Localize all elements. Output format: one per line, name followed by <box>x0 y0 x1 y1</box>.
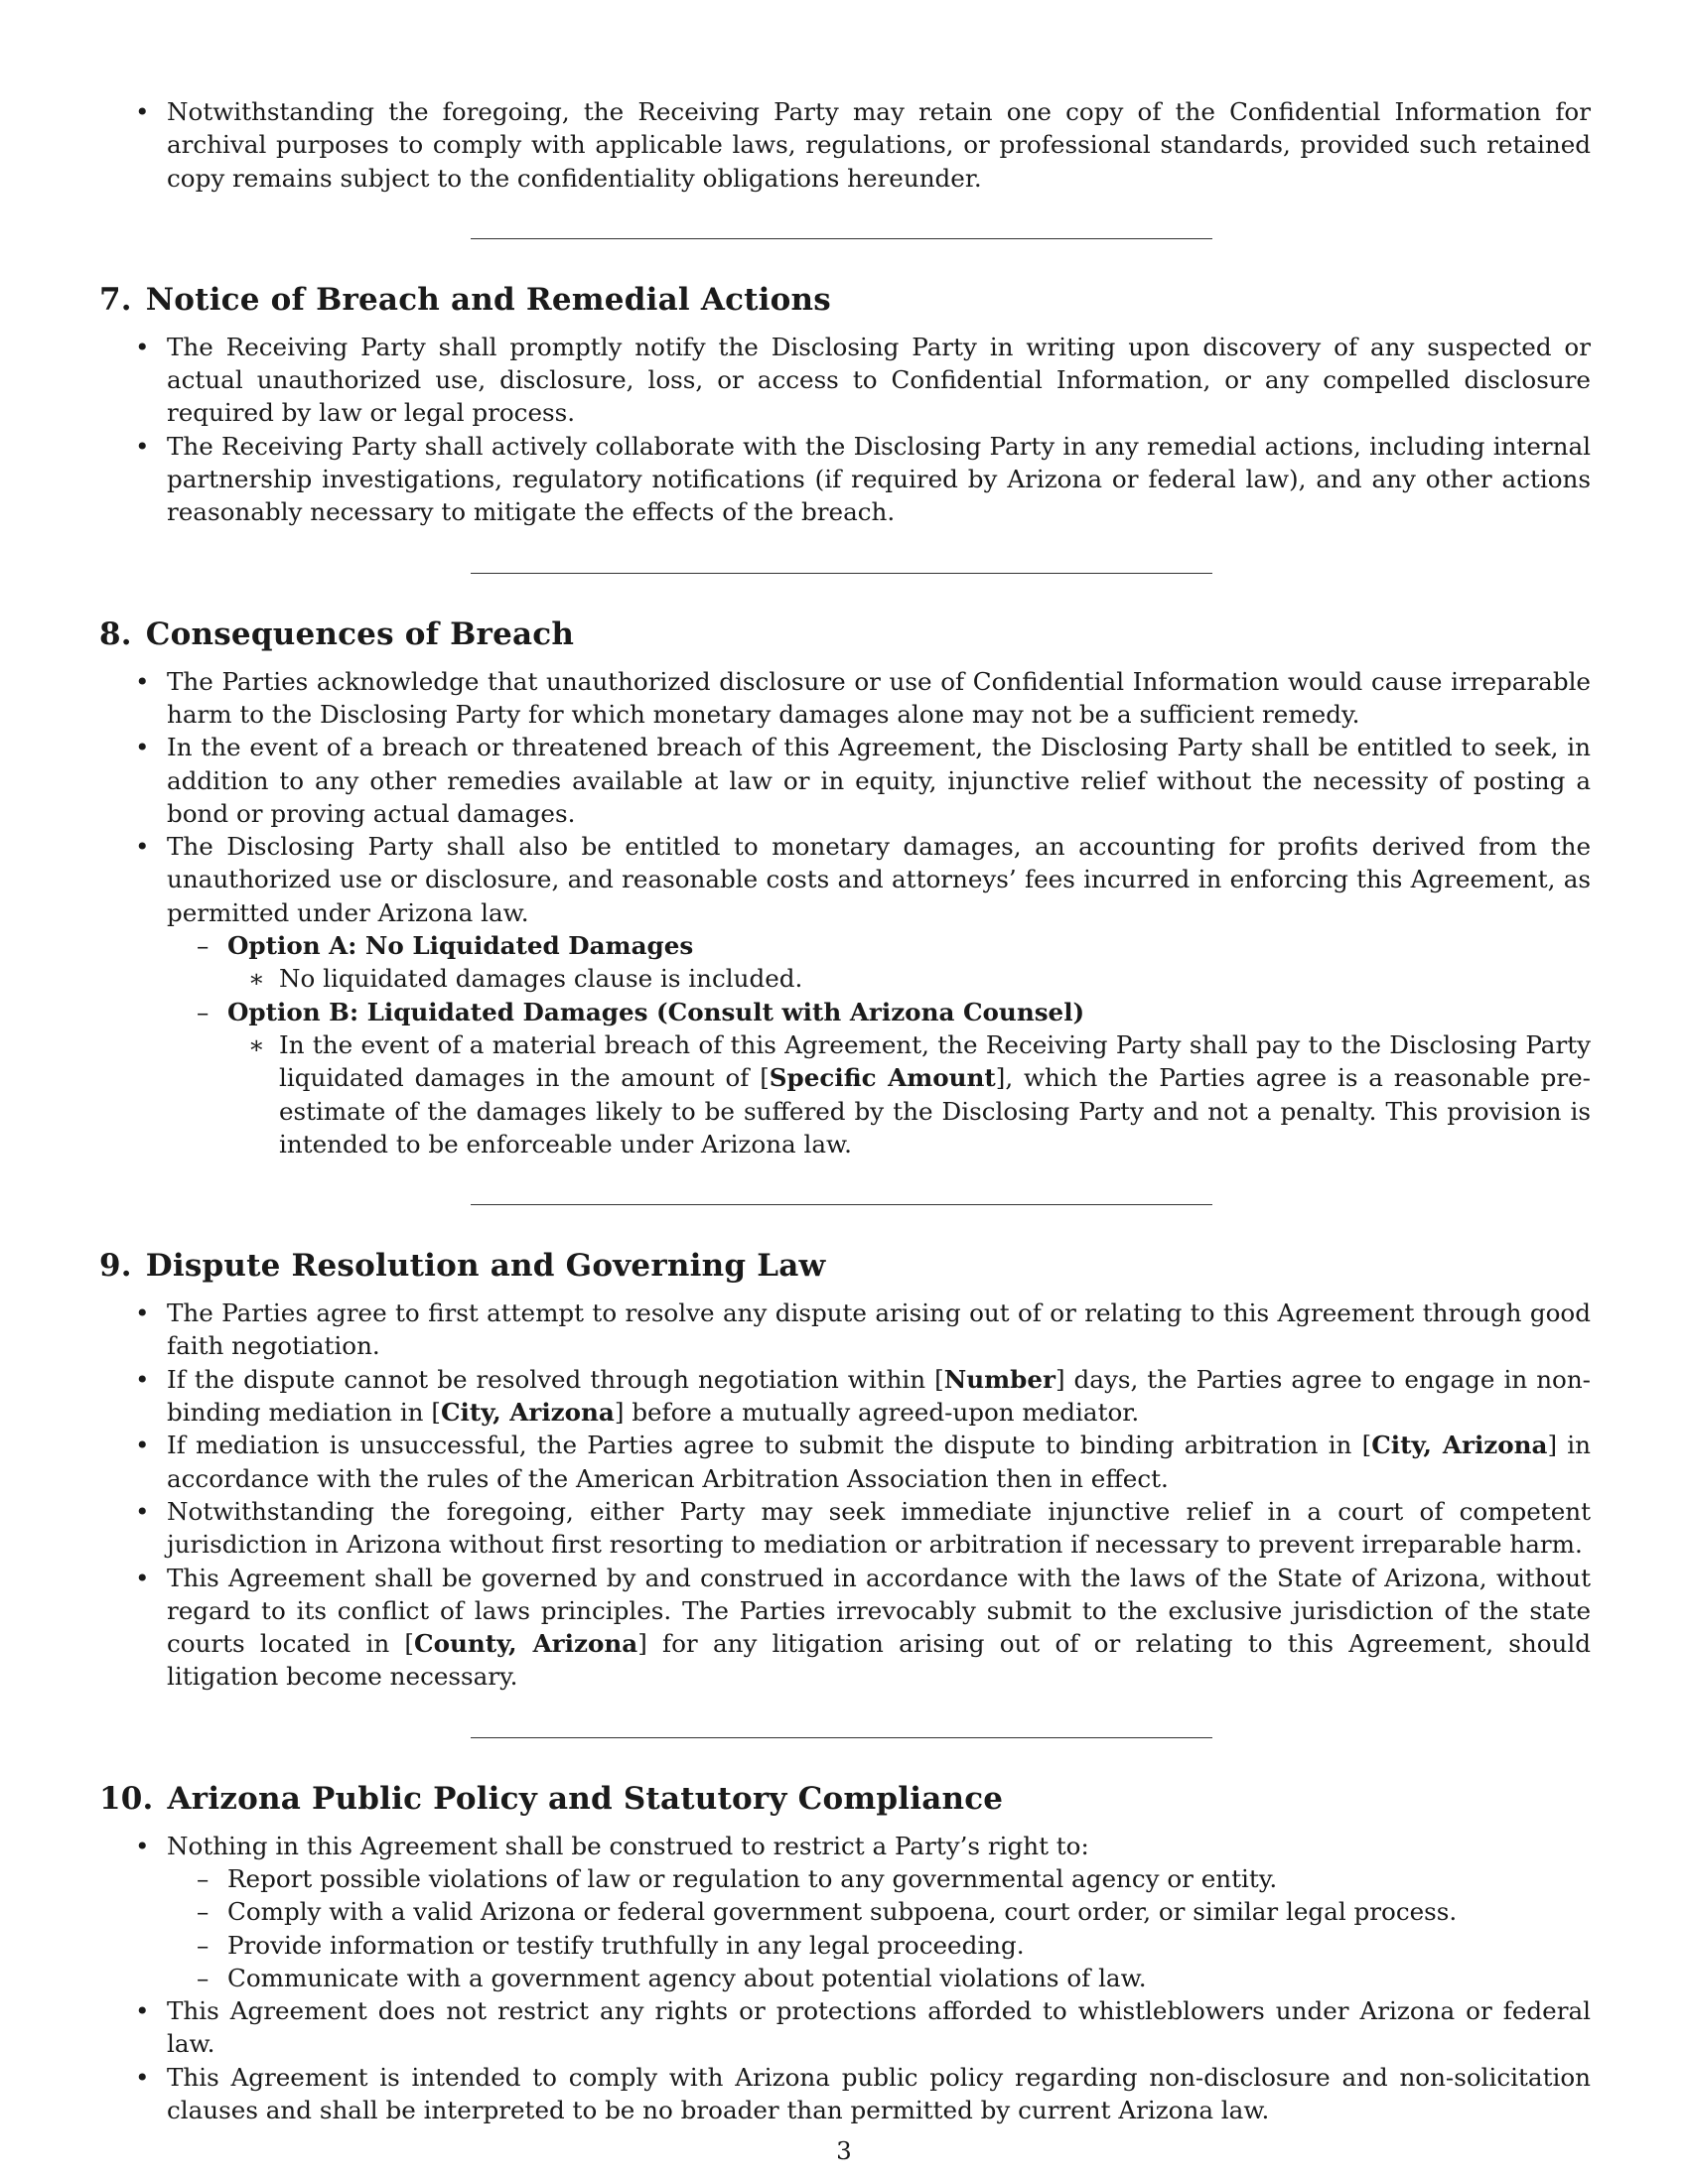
option-a-sublist <box>227 962 1591 995</box>
page-number: 3 <box>836 2136 852 2165</box>
section-heading-10: 10. Arizona Public Policy and Statutory Compliance <box>99 1780 1004 1817</box>
section-9-list <box>99 1297 1591 1694</box>
section-heading-7: 7. Notice of Breach and Remedial Actions <box>99 281 831 318</box>
section-divider <box>471 573 1212 574</box>
list-item: ∗ In the event of a material breach of this Agreement, the Receiving Party shall pay to the Disclosing Party liquidated damages in the amount of [Specific Amount], which the Parties agree is a reasonable pre-estimate of the damages likely to be suffered by the Disclosing Party and not a penalty. This provision is intended to be enforceable under Arizona law. <box>99 1028 1591 1160</box>
list-item: • This Agreement does not restrict any rights or protections afforded to whistleblowers under Arizona or federal law. <box>99 1994 1591 2061</box>
list-item: • The Parties acknowledge that unauthorized disclosure or use of Confidential Information would cause irreparable harm to the Disclosing Party for which monetary damages alone may not be a sufficient remedy. <box>99 665 1591 732</box>
section-8-list <box>99 665 1591 1160</box>
list-item: • The Parties agree to first attempt to resolve any dispute arising out of or relating to this Agreement through good faith negotiation. <box>99 1297 1591 1363</box>
section-heading-9: 9. Dispute Resolution and Governing Law <box>99 1248 826 1285</box>
document-page <box>99 95 1591 2126</box>
section-divider <box>471 1737 1212 1738</box>
intro-list <box>99 95 1591 195</box>
list-item: • This Agreement is intended to comply with Arizona public policy regarding non-disclosure and non-solicitation clauses and shall be interpreted to be no broader than permitted by current Arizona law. <box>99 2061 1591 2127</box>
list-item: • Notwithstanding the foregoing, either Party may seek immediate injunctive relief in a court of competent jurisdiction in Arizona without first resorting to mediation or arbitration if necessary to prevent irreparable harm. <box>99 1495 1591 1562</box>
list-item: – Comply with a valid Arizona or federal government subpoena, court order, or similar legal process. <box>99 1895 1591 1928</box>
list-item: • If mediation is unsuccessful, the Parties agree to submit the dispute to binding arbitration in [City, Arizona] in accordance with the rules of the American Arbitration Association then in effect. <box>99 1429 1591 1495</box>
list-item: • The Receiving Party shall actively collaborate with the Disclosing Party in any remedial actions, including internal partnership investigations, regulatory notifications (if required by Arizona or federal law), and any other actions reasonably necessary to mitigate the effects of the breach. <box>99 430 1591 529</box>
options-list <box>167 929 1591 1160</box>
rights-list <box>167 1862 1591 1994</box>
section-heading-8: 8. Consequences of Breach <box>99 615 575 652</box>
list-item: • In the event of a breach or threatened breach of this Agreement, the Disclosing Party shall be entitled to seek, in addition to any other remedies available at law or in equity, injunctive relief without the necessity of posting a bond or proving actual damages. <box>99 731 1591 830</box>
option-b-sublist <box>227 1028 1591 1160</box>
section-10-list <box>99 1830 1591 2127</box>
list-item: – Report possible violations of law or regulation to any governmental agency or entity. <box>99 1862 1591 1895</box>
list-item: • The Disclosing Party shall also be entitled to monetary damages, an accounting for profits derived from the unauthorized use or disclosure, and reasonable costs and attorneys’ fees incurred in enforcing this Agreement, as permitted under Arizona law. – Option A: No Liquidated Damages ∗ No liquidated damages clause is included. – Option B: Liquidated Damages (Consult with Arizona Counsel) ∗ In the event of a material breach of this Agreement, the Receiving Party shall pay to the Disclosing Party liquidated damages in the amount of [Specific Amount], which the Parties agree is a reasonable pre-estimate of the damages likely to be suffered by the Disclosing Party and not a penalty. This provision is intended to be enforceable under Arizona law. <box>99 830 1591 1160</box>
section-7-list <box>99 331 1591 529</box>
section-divider <box>471 1204 1212 1205</box>
list-item: • If the dispute cannot be resolved through negotiation within [Number] days, the Parties agree to engage in non-binding mediation in [City, Arizona] before a mutually agreed-upon mediator. <box>99 1363 1591 1430</box>
list-item: • This Agreement shall be governed by and construed in accordance with the laws of the State of Arizona, without regard to its conflict of laws principles. The Parties irrevocably submit to the exclusive jurisdiction of the state courts located in [County, Arizona] for any litigation arising out of or relating to this Agreement, should litigation become necessary. <box>99 1562 1591 1694</box>
option-b: – Option B: Liquidated Damages (Consult with Arizona Counsel) ∗ In the event of a material breach of this Agreement, the Receiving Party shall pay to the Disclosing Party liquidated damages in the amount of [Specific Amount], which the Parties agree is a reasonable pre-estimate of the damages likely to be suffered by the Disclosing Party and not a penalty. This provision is intended to be enforceable under Arizona law. <box>99 996 1591 1160</box>
list-item: ∗ No liquidated damages clause is included. <box>99 962 1591 995</box>
list-item: • Nothing in this Agreement shall be construed to restrict a Party’s right to: – Report possible violations of law or regulation to any governmental agency or entity. – Comply with a valid Arizona or federal government subpoena, court order, or similar legal process. – Provide information or testify truthfully in any legal proceeding. – Communicate with a government agency about potential violations of law. <box>99 1830 1591 1994</box>
section-divider <box>471 238 1212 239</box>
list-item: • The Receiving Party shall promptly notify the Disclosing Party in writing upon discovery of any suspected or actual unauthorized use, disclosure, loss, or access to Confidential Information, or any compelled disclosure required by law or legal process. <box>99 331 1591 430</box>
option-a: – Option A: No Liquidated Damages ∗ No liquidated damages clause is included. <box>99 929 1591 996</box>
list-item: – Communicate with a government agency about potential violations of law. <box>99 1962 1591 1994</box>
list-item: • Notwithstanding the foregoing, the Receiving Party may retain one copy of the Confidential Information for archival purposes to comply with applicable laws, regulations, or professional standards, provided such retained copy remains subject to the confidentiality obligations hereunder. <box>99 95 1591 195</box>
list-item: – Provide information or testify truthfully in any legal proceeding. <box>99 1929 1591 1962</box>
